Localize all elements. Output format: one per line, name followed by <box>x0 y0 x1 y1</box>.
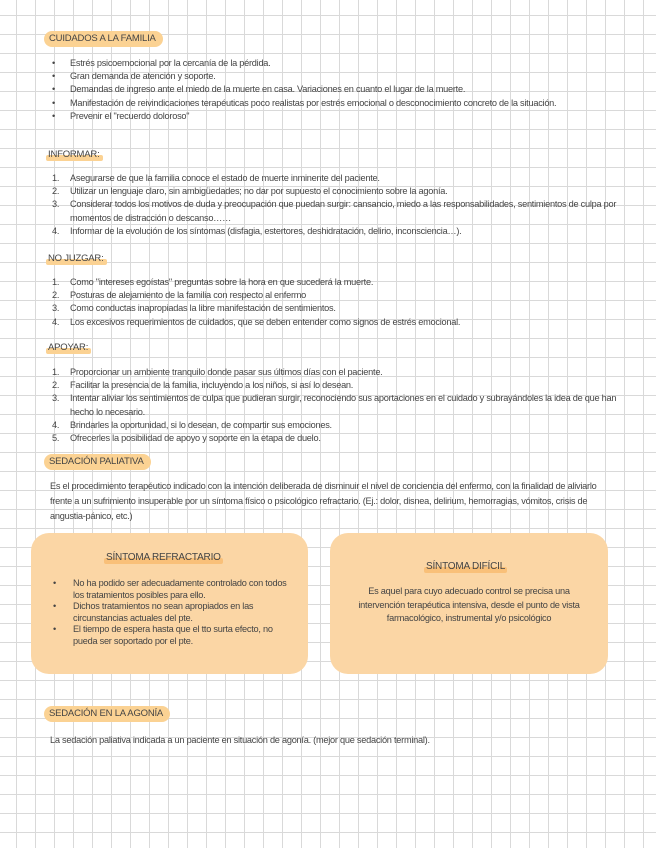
card-sintoma-refractario <box>31 533 308 674</box>
list-item: • Dichos tratamientos no sean apropiados en las circunstancias actuales del pte. <box>53 601 289 624</box>
list-item: • No ha podido ser adecuadamente controlado con todos los tratamientos posibles para ello. <box>53 578 289 601</box>
list-item: • El tiempo de espera hasta que el tto surta efecto, no pueda ser soportado por el pte. <box>53 624 289 647</box>
list-item: • Estrés psicoemocional por la cercanía de la pérdida. <box>52 57 618 70</box>
list-item: Utilizar un lenguaje claro, sin ambigüedades; no dar por supuesto el conocimiento sobre la agonía. <box>70 186 448 197</box>
list-item: Informar de la evolución de los síntomas (disfagia, estertores, deshidratación, delirio, inconsciencia…). <box>70 225 462 236</box>
refractario-list <box>53 578 289 648</box>
card-title-dificil: SÍNTOMA DIFÍCIL <box>426 561 506 572</box>
list-item: Como conductas inapropiadas la libre manifestación de sentimientos. <box>70 303 336 314</box>
subtitle-no-juzgar: NO JUZGAR: <box>48 253 104 264</box>
list-item: Como "intereses egoístas" preguntas sobre la hora en que sucederá la muerte. <box>70 277 374 287</box>
list-item: • Prevenir el "recuerdo doloroso" <box>52 110 618 123</box>
list-item: Brindarles la oportunidad, si lo desean, de compartir sus emociones. <box>70 419 332 430</box>
subtitle-apoyar: APOYAR: <box>48 342 89 353</box>
no-juzgar-list <box>52 276 618 329</box>
list-item: Asegurarse de que la familia conoce el estado de muerte inminente del paciente. <box>70 173 380 183</box>
card-sintoma-dificil <box>330 533 608 674</box>
list-item: Los excesivos requerimientos de cuidados, que se deben entender como signos de estrés emocional. <box>70 316 461 327</box>
list-item: Ofrecerles la posibilidad de apoyo y soporte en la etapa de duelo. <box>70 433 321 444</box>
list-item: Posturas de alejamiento de la familia con respecto al enfermo <box>70 290 307 301</box>
list-item: Facilitar la presencia de la familia, incluyendo a los niños, si así lo desean. <box>70 380 354 391</box>
cuidados-list <box>52 57 618 123</box>
list-item: Proporcionar un ambiente tranquilo donde pasar sus últimos días con el paciente. <box>70 367 383 377</box>
subtitle-informar: INFORMAR: <box>48 149 100 160</box>
sedacion-agonia-text: La sedación paliativa indicada a un paciente en situación de agonía. (mejor que sedación terminal). <box>50 735 430 745</box>
sedacion-paliativa-text: Es el procedimiento terapéutico indicado con la intención deliberada de disminuir el nivel de conciencia del enfermo, con la finalidad de aliviarlo frente a un sufrimiento insuperable por un síntoma físico o psicológico refractario. (Ej.: dolor, disnea, delirium, hemorragias, vómitos, crisis de angustia-pánico, etc.) <box>50 481 597 521</box>
list-item: Intentar aliviar los sentimientos de culpa que pudieran surgir, reconociendo sus aportaciones en el cuidado y subrayándoles la idea de que han hecho lo necesario. <box>70 393 617 417</box>
section-title-sedacion-agonia: SEDACIÓN EN LA AGONÍA <box>44 706 170 722</box>
section-title-cuidados: CUIDADOS A LA FAMILIA <box>44 31 163 47</box>
list-item: • Manifestación de reivindicaciones terapéuticas poco realistas por estrés emocional o desconocimiento concreto de la situación. <box>52 97 618 110</box>
dificil-text: Es aquel para cuyo adecuado control se precisa una intervención terapéutica intensiva, desde el punto de vista farmacológico, instrumental y/o psicológico <box>358 586 580 624</box>
informar-list <box>52 172 618 238</box>
apoyar-list <box>52 366 618 445</box>
list-item: Considerar todos los motivos de duda y preocupación que puedan surgir: cansancio, miedo a las responsabilidades, sentimientos de culpa por momentos de distracción o descanso…… <box>70 199 617 223</box>
card-title-refractario: SÍNTOMA REFRACTARIO <box>106 552 221 563</box>
list-item: • Gran demanda de atención y soporte. <box>52 70 618 83</box>
section-title-sedacion-paliativa: SEDACIÓN PALIATIVA <box>44 454 151 470</box>
list-item: • Demandas de ingreso ante el miedo de la muerte en casa. Variaciones en cuanto el lugar de la muerte. <box>52 83 618 96</box>
